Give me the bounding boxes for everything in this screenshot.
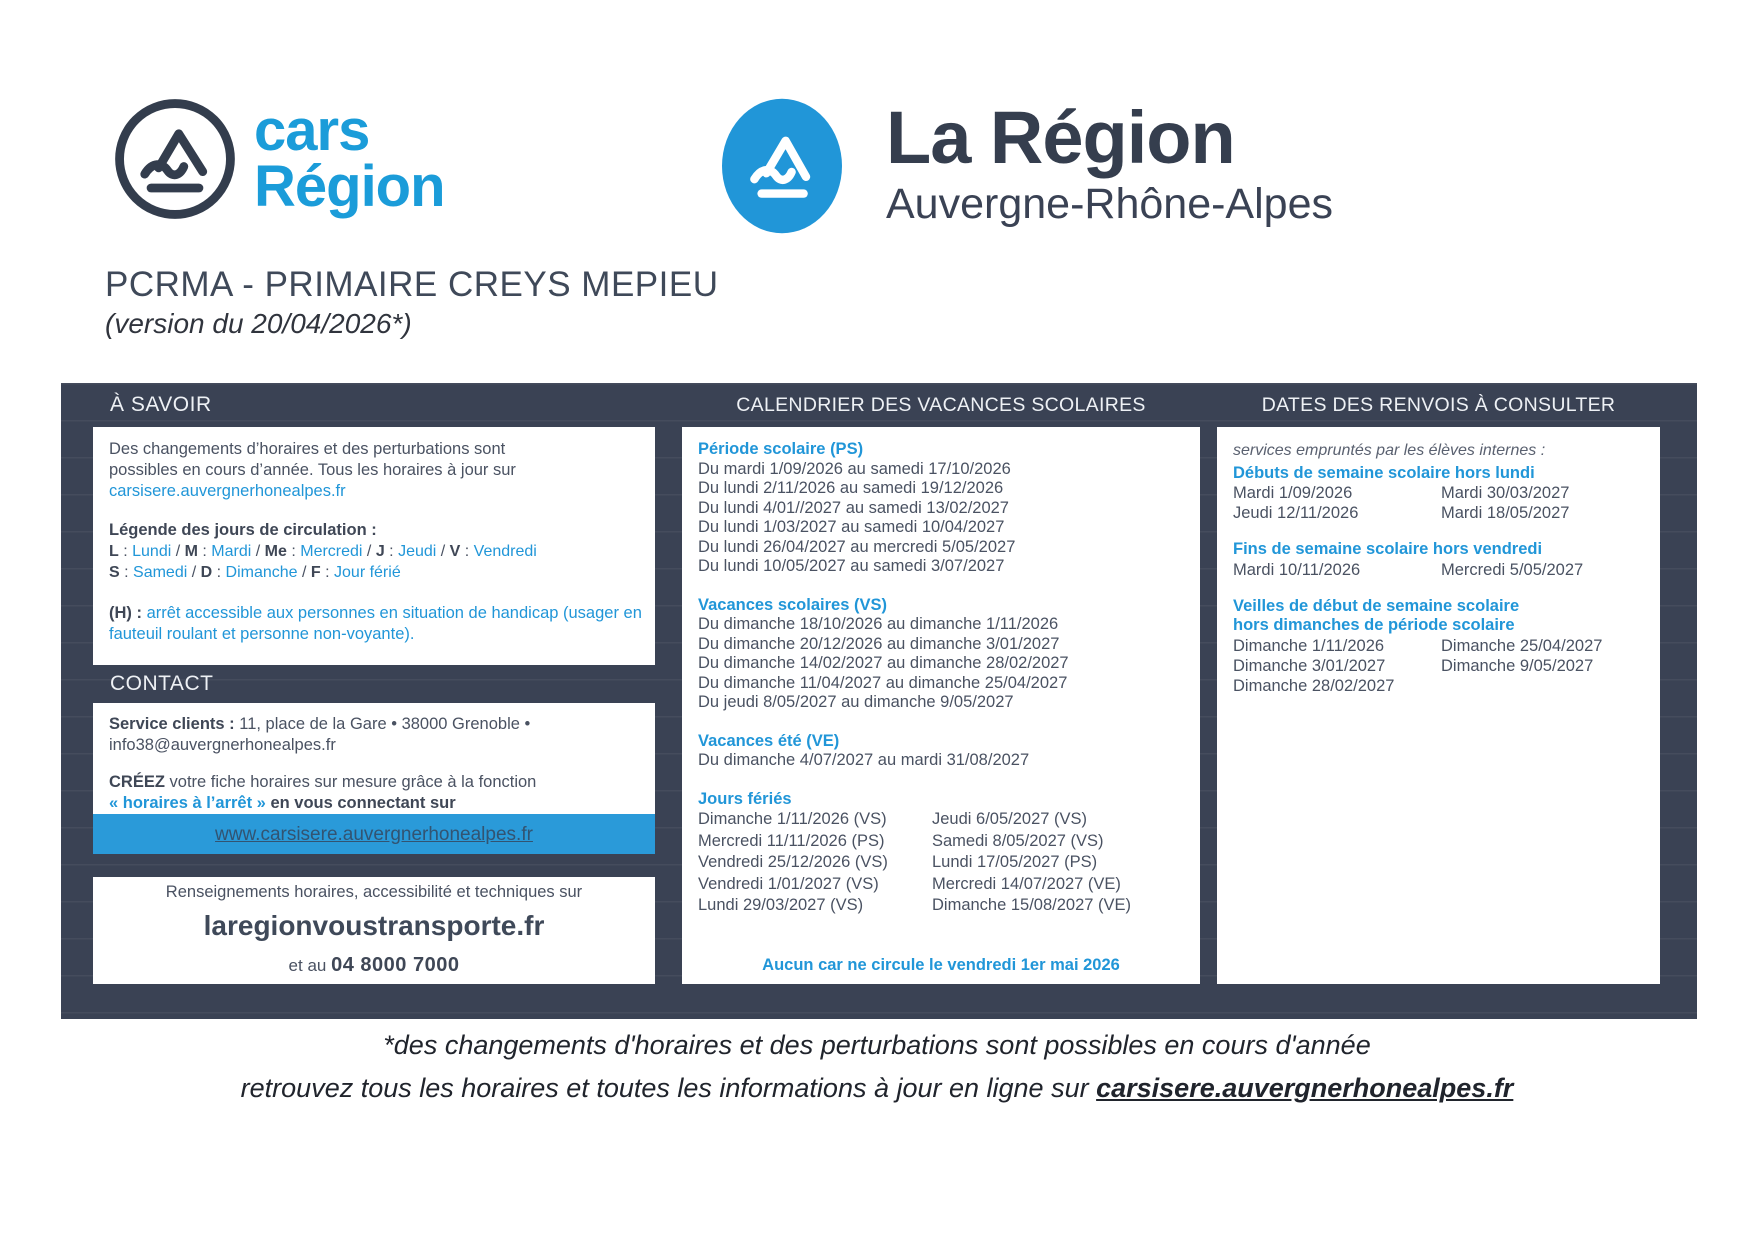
section-header-renvois: DATES DES RENVOIS À CONSULTER (1261, 393, 1616, 416)
date-range-line: Du dimanche 20/12/2026 au dimanche 3/01/2027 (698, 634, 1060, 653)
section-header-calendrier: CALENDRIER DES VACANCES SCOLAIRES (736, 393, 1146, 416)
renvois-date-left: Jeudi 12/11/2026 (1233, 504, 1359, 522)
renvois-date-right: Dimanche 25/04/2027 (1441, 636, 1603, 655)
date-range-line: Du dimanche 4/07/2027 au mardi 31/08/2027 (698, 751, 1030, 769)
footer-line2 (0, 1071, 1754, 1105)
day-abbr: F (310, 564, 321, 581)
legend-item (109, 543, 185, 560)
day-abbr: J (375, 543, 385, 560)
vacances-ete-lines (698, 751, 1190, 771)
horaires-arret-link[interactable]: « horaires à l’arrêt » (109, 794, 266, 812)
date-range-line: Du lundi 26/04/2027 au mercredi 5/05/2027 (698, 537, 1016, 556)
accessibility-note (109, 603, 647, 645)
section-header-a-savoir: À SAVOIR (110, 393, 212, 416)
date-range-line: Du mardi 1/09/2026 au samedi 17/10/2026 (698, 459, 1011, 478)
date-range-line: Du dimanche 18/10/2026 au dimanche 1/11/2026 (698, 615, 1059, 633)
footer (0, 1028, 1754, 1105)
renvois-group-rows (1233, 560, 1654, 580)
renvois-group-rows (1233, 636, 1654, 696)
day-abbr: Me (264, 543, 287, 560)
phone-prefix: et au (288, 956, 327, 975)
periode-scolaire-section (698, 440, 1190, 577)
carsisere-link[interactable]: carsisere.auvergnerhonealpes.fr (109, 482, 346, 500)
slash-separator: / (297, 564, 311, 581)
day-abbr: V (449, 543, 461, 560)
mountain-badge-icon (722, 98, 842, 234)
la-region-subtitle: Auvergne-Rhône-Alpes (886, 180, 1333, 228)
periode-scolaire-title: Période scolaire (PS) (698, 440, 864, 458)
jours-feries-columns (698, 809, 1190, 917)
colon-separator: : (118, 543, 133, 560)
slash-separator: / (251, 543, 265, 560)
schedule-change-notice (109, 439, 571, 502)
day-name: Jour férié (334, 564, 401, 581)
creez-rest: en vous connectant sur (270, 794, 456, 812)
accessibility-text: arrêt accessible aux personnes en situation de handicap (usager en fauteuil roulant et personne non-voyante). (109, 604, 642, 643)
renvois-date-right (1441, 676, 1654, 696)
date-range-line: Du lundi 2/11/2026 au samedi 19/12/2026 (698, 479, 1004, 497)
accessibility-label: (H) : (109, 604, 142, 622)
renvois-group-title2: hors dimanches de période scolaire (1233, 616, 1515, 634)
legend-row-weekdays (109, 541, 647, 562)
footer-line1: *des changements d'horaires et des perturbations sont possibles en cours d'année (383, 1030, 1371, 1060)
legend-row-weekend (109, 562, 647, 583)
ferie-line: Dimanche 15/08/2027 (VE) (932, 896, 1132, 914)
day-name: Mardi (211, 543, 252, 560)
renvois-row (1233, 636, 1654, 656)
ferie-line: Lundi 29/03/2027 (VS) (698, 896, 864, 914)
renvois-row (1233, 676, 1654, 696)
notice-text: Des changements d’horaires et des perturbations sont possibles en cours d’année. Tous les horaires à jour sur (109, 440, 516, 479)
no-service-note: Aucun car ne circule le vendredi 1er mai 2026 (762, 955, 1120, 974)
renvois-date-right: Mardi 18/05/2027 (1441, 504, 1570, 522)
legend-item (265, 543, 376, 560)
jours-feries-col2 (932, 809, 1131, 917)
day-name: Samedi (133, 564, 188, 581)
day-abbr: L (109, 543, 119, 560)
periode-scolaire-lines (698, 460, 1190, 577)
creez-text: votre fiche horaires sur mesure grâce à la fonction (169, 773, 537, 791)
vacances-ete-section (698, 732, 1190, 771)
day-abbr: M (184, 543, 198, 560)
jours-feries-title: Jours fériés (698, 789, 792, 808)
vacances-ete-title: Vacances été (VE) (698, 731, 840, 750)
logo-word-cars: cars (254, 98, 370, 163)
slash-separator: / (187, 564, 201, 581)
calendrier-box (682, 427, 1200, 984)
renvois-group-debuts (1233, 464, 1654, 524)
colon-separator: : (460, 543, 474, 560)
renvois-date-right: Mercredi 5/05/2027 (1441, 560, 1584, 579)
logo-word-region: Région (254, 154, 445, 219)
renvois-date-left: Dimanche 3/01/2027 (1233, 656, 1386, 675)
date-range-line: Du dimanche 11/04/2027 au dimanche 25/04/2027 (698, 673, 1068, 692)
service-clients-line (109, 714, 629, 756)
legend-item (201, 564, 311, 581)
service-clients-label: Service clients : (109, 715, 235, 733)
renvois-group-fins (1233, 540, 1654, 580)
renvois-date-right: Mardi 30/03/2027 (1441, 484, 1570, 502)
renvois-date-left: Dimanche 1/11/2026 (1233, 636, 1385, 655)
colon-separator: : (197, 543, 212, 560)
ferie-line: Jeudi 6/05/2027 (VS) (932, 810, 1088, 828)
legend-item (450, 543, 537, 560)
ferie-line: Lundi 17/05/2027 (PS) (932, 853, 1098, 871)
renvois-group-rows (1233, 483, 1654, 523)
vacances-scolaires-lines (698, 615, 1190, 713)
legend-item (376, 543, 450, 560)
renvois-note: services empruntés par les élèves internes : (1233, 442, 1546, 459)
colon-separator: : (212, 564, 226, 581)
ferie-line: Mercredi 11/11/2026 (PS) (698, 831, 885, 850)
colon-separator: : (119, 564, 134, 581)
colon-separator: : (384, 543, 399, 560)
jours-feries-col1 (698, 809, 932, 917)
date-range-line: Du lundi 10/05/2027 au samedi 3/07/2027 (698, 557, 1005, 575)
colon-separator: : (320, 564, 335, 581)
legend-item (109, 564, 201, 581)
slash-separator: / (362, 543, 376, 560)
jours-feries-section (698, 790, 1190, 917)
section-header-contact: CONTACT (110, 672, 214, 695)
renvois-group-veilles (1233, 597, 1654, 696)
day-abbr: D (200, 564, 213, 581)
la-region-logo (722, 98, 1333, 234)
renvois-group-title: Veilles de début de semaine scolaire (1233, 596, 1520, 615)
a-savoir-box (93, 427, 655, 665)
renvois-row (1233, 656, 1654, 676)
vacances-scolaires-title: Vacances scolaires (VS) (698, 595, 887, 614)
renvois-row (1233, 560, 1654, 580)
renvois-group-title: Débuts de semaine scolaire hors lundi (1233, 463, 1535, 482)
footer-line2-text: retrouvez tous les horaires et toutes les informations à jour en ligne sur (240, 1073, 1089, 1103)
mountain-circle-icon (112, 96, 238, 222)
renvois-date-right: Dimanche 9/05/2027 (1441, 656, 1594, 675)
day-name: Dimanche (225, 564, 298, 581)
phone-line (93, 955, 655, 976)
contact-box (93, 703, 655, 854)
renvois-box (1217, 427, 1660, 984)
date-range-line: Du lundi 4/01//2027 au samedi 13/02/2027 (698, 498, 1009, 517)
info-panel (61, 383, 1697, 1019)
footer-carsisere-link[interactable]: carsisere.auvergnerhonealpes.fr (1096, 1073, 1514, 1103)
renvois-group-title: Fins de semaine scolaire hors vendredi (1233, 540, 1543, 558)
legend-item (185, 543, 265, 560)
creez-line2 (109, 793, 629, 814)
phone-number: 04 8000 7000 (331, 954, 460, 976)
renseignements-text: Renseignements horaires, accessibilité et techniques sur (165, 883, 583, 901)
la-region-title: La Région (886, 96, 1235, 179)
ferie-line: Vendredi 1/01/2027 (VS) (698, 874, 879, 893)
cars-region-logo (112, 96, 445, 222)
day-name: Lundi (132, 543, 172, 560)
renvois-date-left: Mardi 10/11/2026 (1233, 560, 1361, 579)
date-range-line: Du jeudi 8/05/2027 au dimanche 9/05/2027 (698, 693, 1014, 711)
slash-separator: / (436, 543, 450, 560)
day-name: Mercredi (300, 543, 363, 560)
day-name: Jeudi (398, 543, 437, 560)
ferie-line: Mercredi 14/07/2027 (VE) (932, 874, 1121, 893)
service-clients-text: 11, place de la Gare • 38000 Grenoble • info38@auvergnerhonealpes.fr (109, 715, 531, 754)
version-note: (version du 20/04/2026*) (105, 308, 412, 339)
slash-separator: / (171, 543, 185, 560)
laregion-site-link[interactable]: laregionvoustransporte.fr (203, 910, 545, 941)
date-range-line: Du dimanche 14/02/2027 au dimanche 28/02/2027 (698, 654, 1069, 672)
days-legend (109, 520, 647, 583)
ferie-line: Samedi 8/05/2027 (VS) (932, 831, 1104, 850)
legend-title: Légende des jours de circulation : (109, 521, 377, 539)
creez-line1 (109, 772, 629, 793)
renvois-row (1233, 503, 1654, 523)
ferie-line: Dimanche 1/11/2026 (VS) (698, 810, 887, 828)
page-title: PCRMA - PRIMAIRE CREYS MEPIEU (105, 265, 719, 304)
date-range-line: Du lundi 1/03/2027 au samedi 10/04/2027 (698, 518, 1005, 536)
cars-region-logo-text (254, 98, 445, 219)
renvois-date-left: Mardi 1/09/2026 (1233, 484, 1353, 502)
day-abbr: S (109, 564, 120, 581)
colon-separator: : (286, 543, 301, 560)
creez-paragraph (109, 772, 629, 814)
carsisere-banner-link[interactable]: www.carsisere.auvergnerhonealpes.fr (215, 823, 533, 845)
day-name: Vendredi (473, 543, 537, 560)
renvois-row (1233, 483, 1654, 503)
renvois-date-left: Dimanche 28/02/2027 (1233, 676, 1395, 695)
website-banner[interactable] (93, 814, 655, 854)
creez-label: CRÉEZ (109, 773, 165, 791)
legend-item (311, 564, 401, 581)
ferie-line: Vendredi 25/12/2026 (VS) (698, 853, 888, 871)
la-region-logo-text (886, 98, 1333, 228)
renseignements-box (93, 877, 655, 984)
vacances-scolaires-section (698, 596, 1190, 713)
